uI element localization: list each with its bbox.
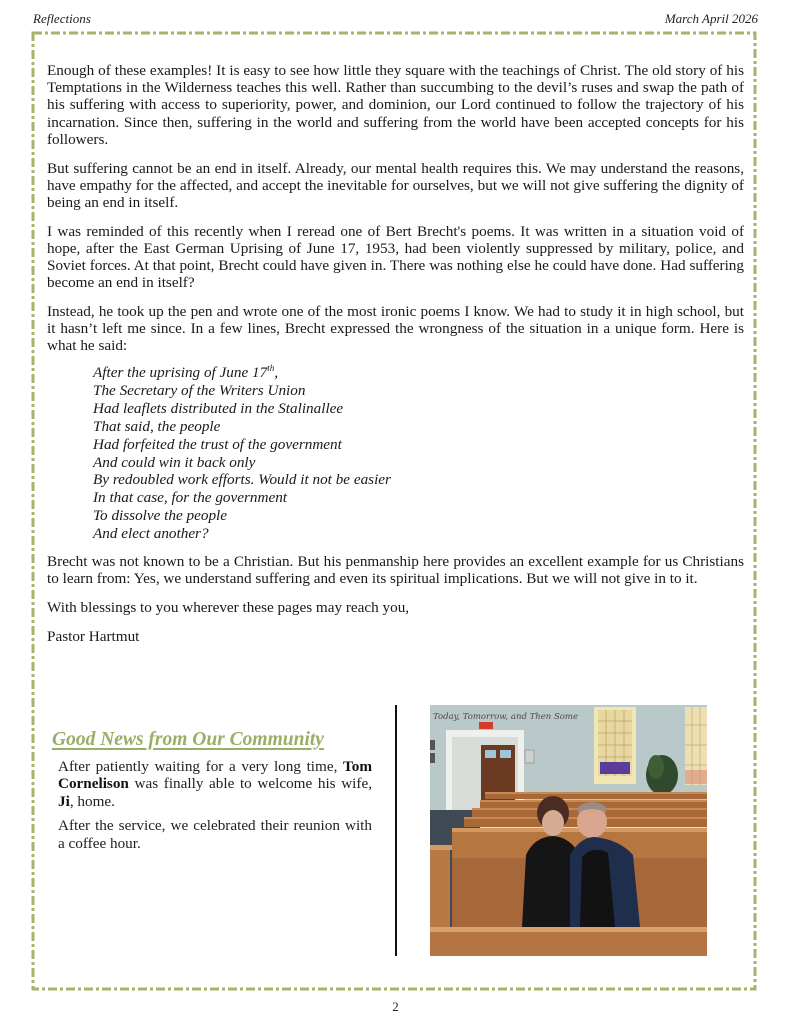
poem-line: The Secretary of the Writers Union <box>93 381 306 399</box>
poem-line-text: After the uprising of June 17 <box>93 364 268 382</box>
poem-line: That said, the people <box>93 417 221 435</box>
poem-line: Had leaflets distributed in the Stalinallee <box>93 399 344 417</box>
poem-line: By redoubled work efforts. Would it not be easier <box>93 471 391 489</box>
author-signature: Pastor Hartmut <box>47 627 140 645</box>
text-run: , home. <box>69 792 115 810</box>
article-paragraph: Instead, he took up the pen and wrote one of the most ironic poems I know. We had to study it in high school, but it hasn’t left me since. In a few lines, Brecht expressed the wrongness of the situation in a unique form. Here is what he said: <box>47 302 744 355</box>
person-name: Ji <box>58 792 70 810</box>
article-paragraph: I was reminded of this recently when I reread one of Bert Brecht's poems. It was written in a situation void of hope, after the East German Uprising of June 17, 1953, had been violently suppressed by military, police, and Soviet forces. At that point, Brecht could have given in. There was nothing else he could have done. Had suffering become an end in itself? <box>47 222 744 292</box>
community-paragraph <box>58 758 372 810</box>
brecht-poem <box>93 364 744 543</box>
wall-inscription: Today, Tomorrow, and Then Some <box>433 712 578 722</box>
article-paragraph: Enough of these examples! It is easy to see how little they square with the teachings of Christ. The old story of his Temptations in the Wilderness teaches this well. Rather than succumbing to the devil’s ruses and swap the path of his suffering with access to superiority, power, and dominion, our Lord continued to follow the trajectory of his incarnation. Since then, suffering in the world and suffering from the world have been accepted concepts for his followers. <box>47 62 744 148</box>
poem-line <box>93 364 744 382</box>
poem-line-punct: , <box>274 364 279 382</box>
poem-line: Had forfeited the trust of the government <box>93 435 342 453</box>
article-paragraph: But suffering cannot be an end in itself. Already, our mental health requires this. We may understand the reasons, have empathy for the affected, and accept the inevitable for ourselves, but we will not give suffering the dignity of being an end in itself. <box>47 159 744 211</box>
poem-line: In that case, for the government <box>93 489 288 507</box>
person-name: Tom Cornelison <box>58 758 372 793</box>
community-paragraph: After the service, we celebrated their reunion with a coffee hour. <box>58 817 372 852</box>
header-issue-date: March April 2026 <box>664 11 758 26</box>
article-body <box>47 62 744 656</box>
blessing-line: With blessings to you wherever these pages may reach you, <box>47 599 410 617</box>
ordinal-suffix: th <box>267 363 275 374</box>
text-run: After patiently waiting for a very long time, <box>58 758 344 775</box>
text-run: was finally able to welcome his wife, <box>128 775 372 793</box>
page-number: 2 <box>392 999 399 1014</box>
church-photo-illustration <box>430 705 707 956</box>
header-section-title: Reflections <box>33 11 91 26</box>
poem-line: To dissolve the people <box>93 507 228 525</box>
closing-paragraph: Brecht was not known to be a Christian. But his penmanship here provides an excellent example for us Christians to learn from: Yes, we understand suffering and even its spiritual implications. But we will not give in to it. <box>47 553 744 588</box>
poem-line: And could win it back only <box>93 453 256 471</box>
column-divider <box>395 705 397 956</box>
poem-line: And elect another? <box>93 525 209 543</box>
couple-photo <box>430 705 707 956</box>
community-heading: Good News from Our Community <box>52 729 324 750</box>
community-news-section <box>52 729 372 859</box>
exit-sign <box>479 722 493 729</box>
